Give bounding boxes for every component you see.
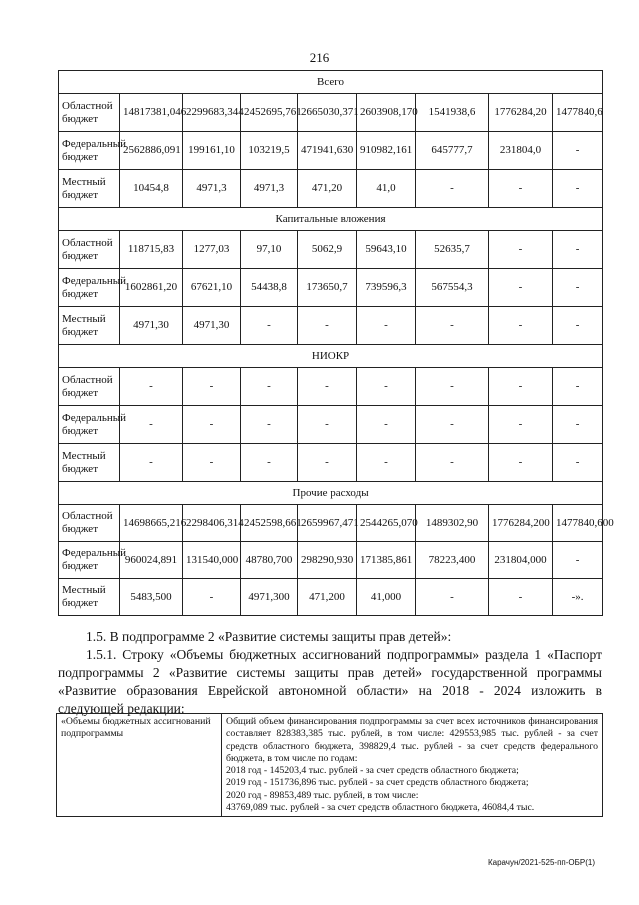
budget-label: Местный бюджет <box>59 444 120 482</box>
table-cell: - <box>183 444 241 482</box>
table-cell: - <box>553 444 603 482</box>
table-cell: - <box>553 231 603 269</box>
table-cell: 59643,10 <box>357 231 416 269</box>
table-row <box>59 170 603 208</box>
table-cell: - <box>241 406 298 444</box>
paragraph-1-5: 1.5. В подпрограмме 2 «Развитие системы защиты прав детей»: <box>86 629 452 644</box>
table-row <box>59 406 603 444</box>
table-cell: 960024,891 <box>120 542 183 579</box>
table-cell: 48780,700 <box>241 542 298 579</box>
table-cell: - <box>553 170 603 208</box>
section-header-row <box>59 208 603 231</box>
budget-label: Местный бюджет <box>59 579 120 616</box>
paragraph-1-5-1: 1.5.1. Строку «Объемы бюджетных ассигнований подпрограммы» раздела 1 «Паспорт подпрограммы 2 «Развитие системы защиты прав детей» государственной программы «Развитие образования Еврейской автономной области» на 2018 - 2024 изложить в следующей редакции: <box>58 647 602 716</box>
table-cell: 2544265,070 <box>357 505 416 542</box>
passport-line: 43769,089 тыс. рублей - за счет средств областного бюджета, 46084,4 тыс. <box>226 802 535 814</box>
budget-label: Местный бюджет <box>59 170 120 208</box>
passport-content <box>222 714 603 817</box>
passport-line: 2020 год - 89853,489 тыс. рублей, в том числе: <box>226 789 419 801</box>
table-cell: 1602861,20 <box>120 269 183 307</box>
table-cell: 41,0 <box>357 170 416 208</box>
section-header-row <box>59 482 603 505</box>
passport-label: «Объемы бюджетных ассигнований подпрограммы <box>57 714 222 817</box>
table-cell: 67621,10 <box>183 269 241 307</box>
table-cell: - <box>553 132 603 170</box>
table-cell: 5062,9 <box>298 231 357 269</box>
passport-line: 2019 год - 151736,896 тыс. рублей - за счет средств областного бюджета; <box>226 777 529 789</box>
table-cell: 645777,7 <box>416 132 489 170</box>
table-cell: - <box>489 406 553 444</box>
table-cell: 103219,5 <box>241 132 298 170</box>
table-cell: 78223,400 <box>416 542 489 579</box>
table-cell: - <box>416 368 489 406</box>
table-cell: 1489302,90 <box>416 505 489 542</box>
table-cell: - <box>298 444 357 482</box>
table-cell: - <box>357 406 416 444</box>
table-cell: 298290,930 <box>298 542 357 579</box>
section-header-row <box>59 345 603 368</box>
table-cell: 2603908,170 <box>357 94 416 132</box>
table-row <box>59 231 603 269</box>
table-cell: 14698665,216 <box>120 505 183 542</box>
table-cell: - <box>241 307 298 345</box>
table-row <box>59 307 603 345</box>
table-cell: - <box>241 368 298 406</box>
budget-label: Федеральный бюджет <box>59 269 120 307</box>
table-row <box>59 505 603 542</box>
table-cell: 2562886,091 <box>120 132 183 170</box>
table-cell: 4971,300 <box>241 579 298 616</box>
section-title: НИОКР <box>59 345 603 368</box>
table-cell: 41,000 <box>357 579 416 616</box>
table-cell: 1776284,200 <box>489 505 553 542</box>
table-cell: 2299683,344 <box>183 94 241 132</box>
budget-label: Федеральный бюджет <box>59 132 120 170</box>
table-cell: - <box>489 307 553 345</box>
table-cell: - <box>553 269 603 307</box>
table-cell: 2452598,661 <box>241 505 298 542</box>
table-cell: 1477840,600 <box>553 505 603 542</box>
table-cell: - <box>183 368 241 406</box>
budget-label: Областной бюджет <box>59 505 120 542</box>
table-cell: 231804,000 <box>489 542 553 579</box>
table-cell: 5483,500 <box>120 579 183 616</box>
table-cell: 2665030,371 <box>298 94 357 132</box>
table-cell: 739596,3 <box>357 269 416 307</box>
section-title: Капитальные вложения <box>59 208 603 231</box>
table-cell: 10454,8 <box>120 170 183 208</box>
table-cell: - <box>553 368 603 406</box>
table-cell: 2659967,471 <box>298 505 357 542</box>
table-cell: 171385,861 <box>357 542 416 579</box>
table-cell: - <box>298 307 357 345</box>
table-row <box>59 368 603 406</box>
table-cell: 471941,630 <box>298 132 357 170</box>
table-cell: 1277,03 <box>183 231 241 269</box>
table-cell: - <box>489 444 553 482</box>
table-cell: 1541938,6 <box>416 94 489 132</box>
table-cell: - <box>298 368 357 406</box>
table-cell: - <box>416 579 489 616</box>
table-cell: 471,200 <box>298 579 357 616</box>
table-cell: - <box>553 307 603 345</box>
table-cell: 54438,8 <box>241 269 298 307</box>
table-cell: - <box>357 307 416 345</box>
table-cell: - <box>120 368 183 406</box>
table-cell: - <box>416 307 489 345</box>
table-cell: - <box>357 368 416 406</box>
table-cell: - <box>489 579 553 616</box>
table-cell: - <box>357 444 416 482</box>
table-cell: - <box>416 406 489 444</box>
table-cell: - <box>298 406 357 444</box>
table-row <box>59 94 603 132</box>
budget-table <box>58 70 614 616</box>
table-cell: - <box>489 170 553 208</box>
page-number: 216 <box>309 50 330 65</box>
table-row <box>59 579 603 616</box>
table-row <box>59 132 603 170</box>
table-cell: 4971,3 <box>183 170 241 208</box>
table-cell: 231804,0 <box>489 132 553 170</box>
table-cell: 567554,3 <box>416 269 489 307</box>
table-cell: 4971,30 <box>183 307 241 345</box>
passport-line: Общий объем финансирования подпрограммы за счет всех источников финансирования составляет 828383,385 тыс. рублей, в том числе: 429553,985 тыс. рублей - за счет средств областного бюджета, 398829,4 тыс. рублей - за счет средств федерального бюджета, в том числе по годам: <box>226 716 598 764</box>
table-cell: 1477840,6 <box>553 94 603 132</box>
table-cell: 4971,3 <box>241 170 298 208</box>
section-title: Всего <box>59 71 603 94</box>
budget-label: Местный бюджет <box>59 307 120 345</box>
document-footer: Карачун/2021-525-пп-ОБР(1) <box>487 858 595 867</box>
table-cell: 910982,161 <box>357 132 416 170</box>
table-cell: - <box>416 444 489 482</box>
table-cell: - <box>241 444 298 482</box>
table-cell: - <box>553 542 603 579</box>
table-cell: - <box>489 368 553 406</box>
budget-label: Областной бюджет <box>59 368 120 406</box>
table-cell: 2452695,761 <box>241 94 298 132</box>
table-cell: - <box>489 231 553 269</box>
table-row <box>59 444 603 482</box>
passport-table <box>56 713 603 817</box>
table-cell: 97,10 <box>241 231 298 269</box>
budget-label: Федеральный бюджет <box>59 406 120 444</box>
table-cell: - <box>416 170 489 208</box>
table-cell: - <box>489 269 553 307</box>
table-cell: 4971,30 <box>120 307 183 345</box>
section-title: Прочие расходы <box>59 482 603 505</box>
table-cell: - <box>120 406 183 444</box>
table-cell: 52635,7 <box>416 231 489 269</box>
table-cell: - <box>553 406 603 444</box>
table-cell: 131540,000 <box>183 542 241 579</box>
table-cell: 2298406,314 <box>183 505 241 542</box>
budget-label: Федеральный бюджет <box>59 542 120 579</box>
budget-label: Областной бюджет <box>59 231 120 269</box>
table-cell: 118715,83 <box>120 231 183 269</box>
section-header-row <box>59 71 603 94</box>
table-cell: - <box>120 444 183 482</box>
table-cell: 1776284,20 <box>489 94 553 132</box>
table-cell: - <box>183 406 241 444</box>
budget-label: Областной бюджет <box>59 94 120 132</box>
table-cell: -». <box>553 579 603 616</box>
table-cell: - <box>183 579 241 616</box>
passport-line: 2018 год - 145203,4 тыс. рублей - за счет средств областного бюджета; <box>226 765 519 777</box>
table-row <box>59 542 603 579</box>
table-cell: 173650,7 <box>298 269 357 307</box>
table-row <box>59 269 603 307</box>
table-cell: 471,20 <box>298 170 357 208</box>
table-cell: 14817381,046 <box>120 94 183 132</box>
passport-row <box>57 714 603 817</box>
table-cell: 199161,10 <box>183 132 241 170</box>
